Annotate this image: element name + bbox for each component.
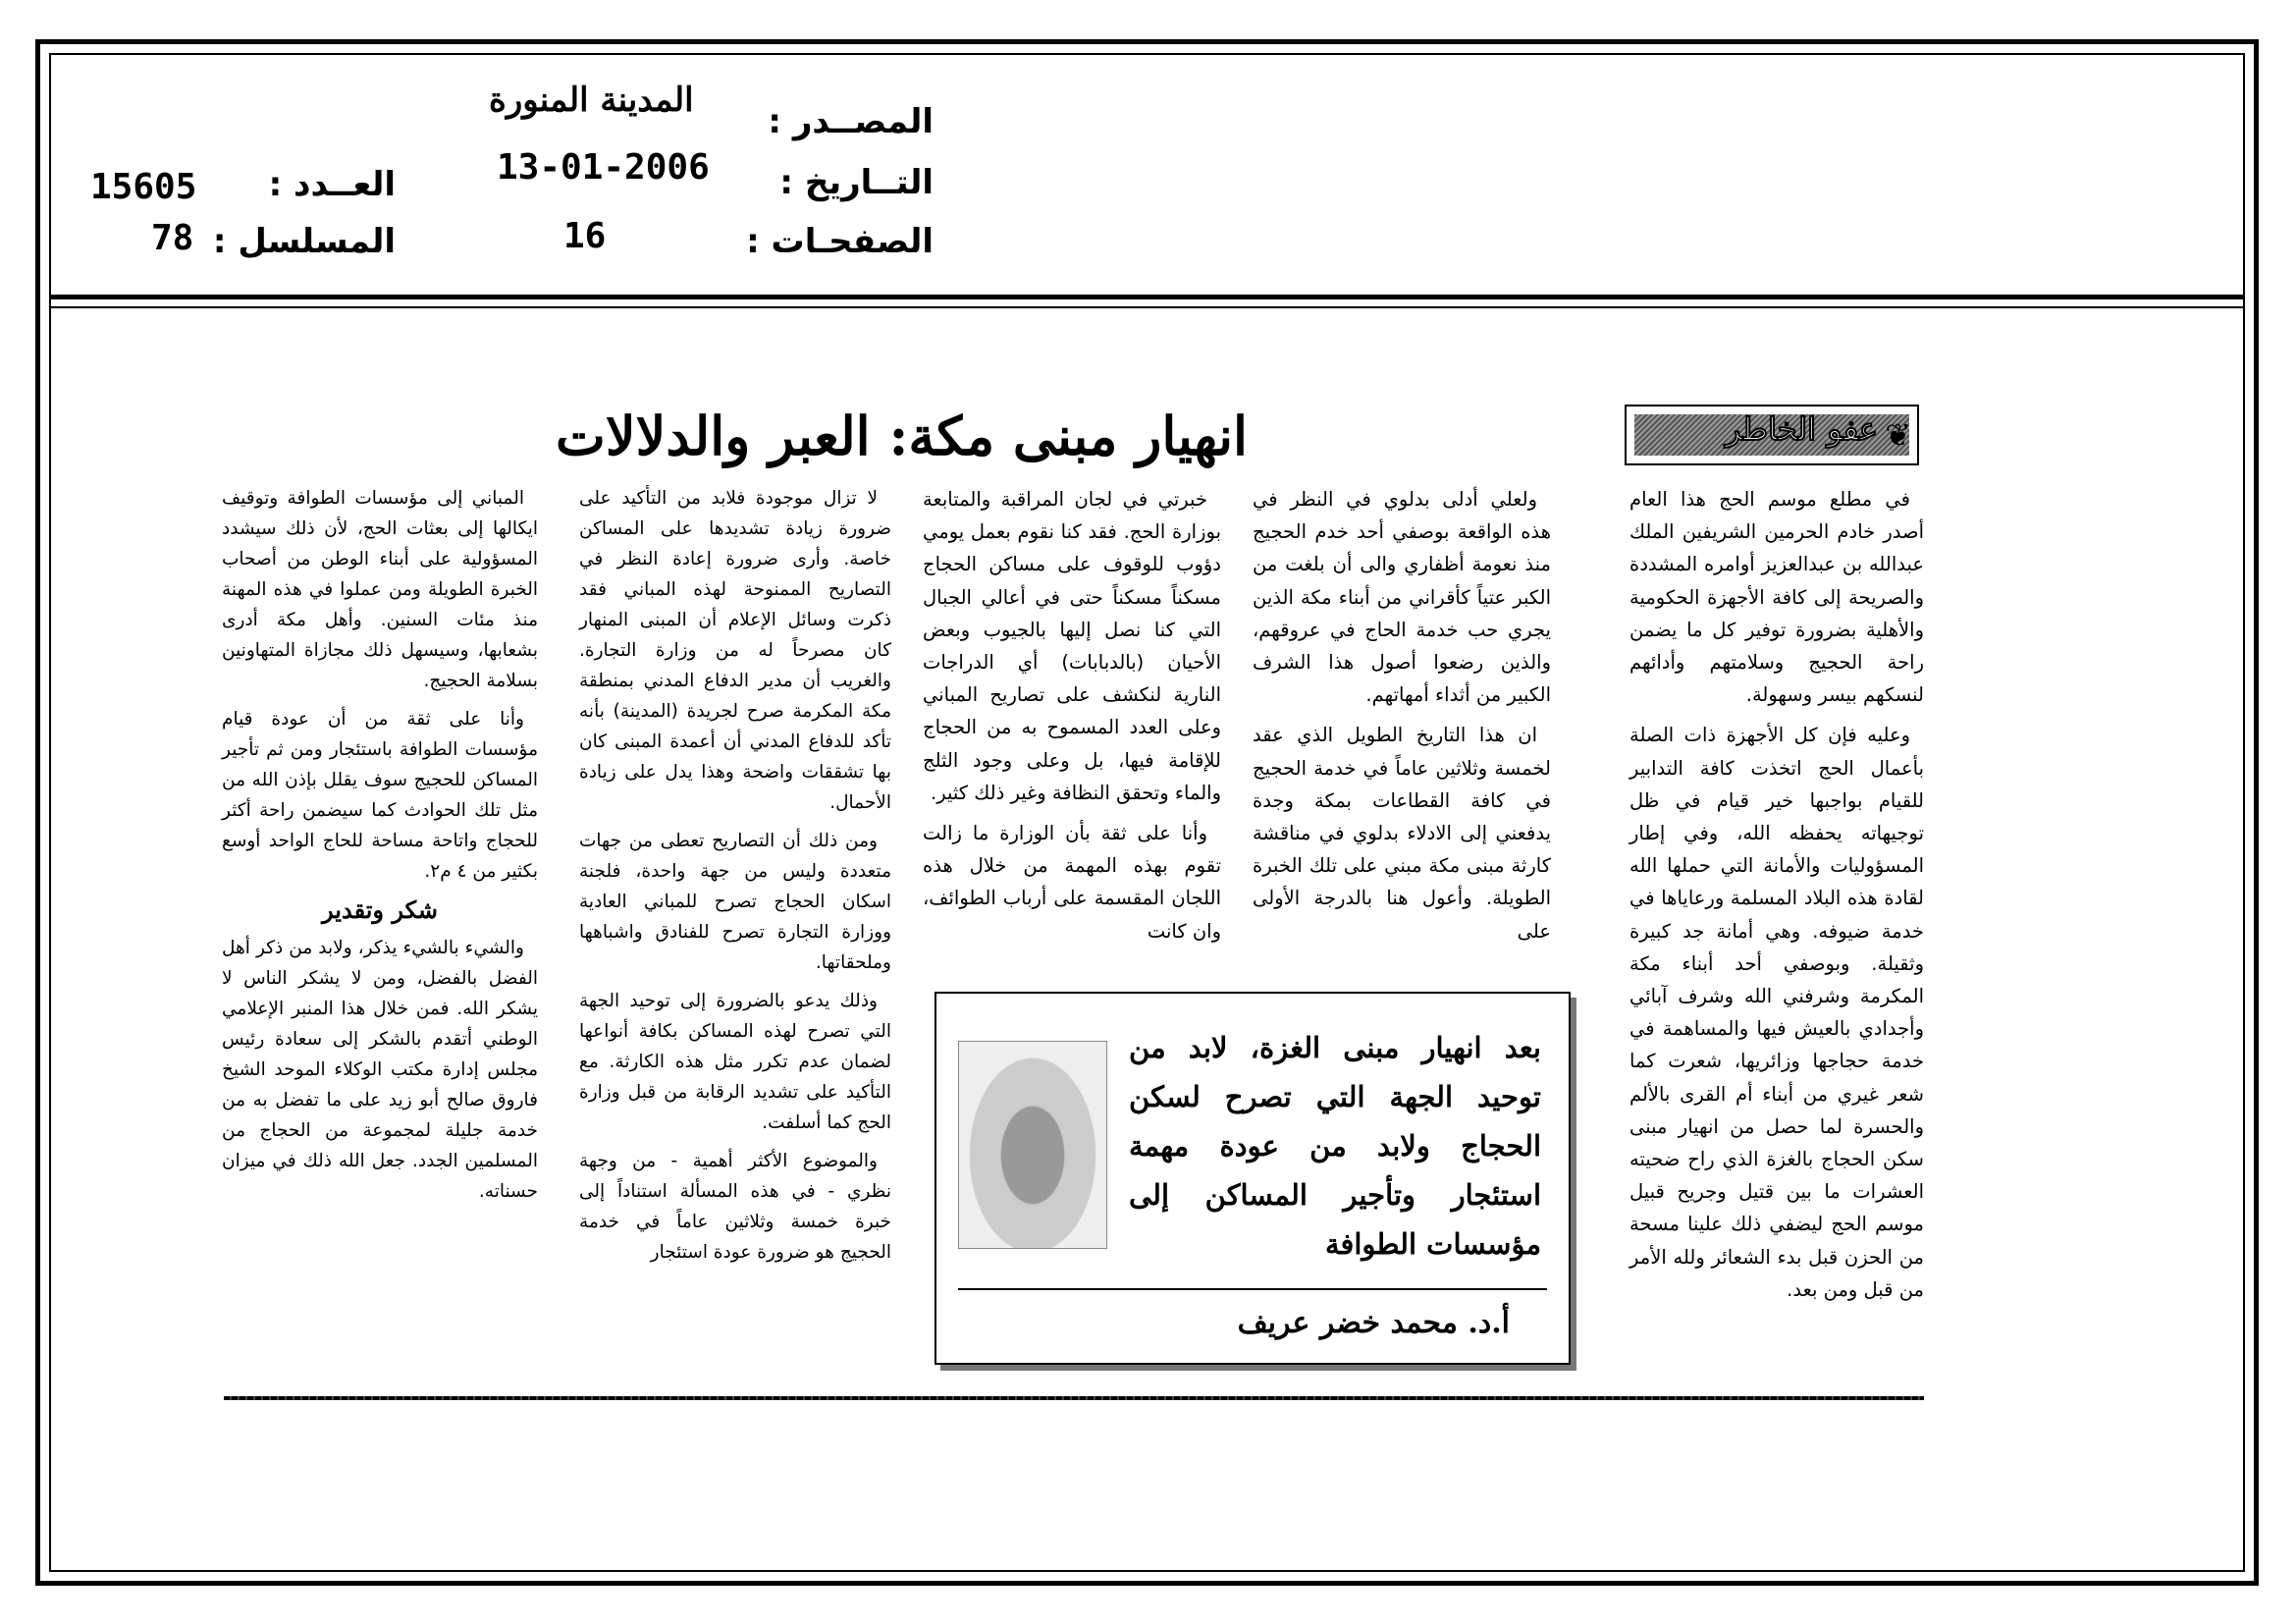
header-divider-thin bbox=[49, 306, 2245, 308]
article-headline: انهيار مبنى مكة: العبر والدلالات bbox=[555, 405, 1248, 467]
author-photo bbox=[958, 1041, 1107, 1249]
serial-value: 78 bbox=[151, 218, 194, 258]
paragraph: في مطلع موسم الحج هذا العام أصدر خادم الحرمين الشريفين الملك عبدالله بن عبدالعزيز أوامره المشددة والصريحة إلى كافة الأجهزة الحكومية والأهلية بضرورة توفير كل ما يضمن راحة الحجيج وسلامتهم وأدائهم لنسكهم بيسر وسهولة. bbox=[1629, 488, 1924, 707]
source-value: المدينة المنورة bbox=[489, 81, 694, 120]
issue-value: 15605 bbox=[90, 167, 197, 207]
paragraph: المباني إلى مؤسسات الطوافة وتوقيف ايكالها إلى بعثات الحج، لأن ذلك سيشدد المسؤولية على أبناء الوطن من أصحاب الخبرة الطويلة ومن عملوا في هذه المهنة منذ مئات السنين. وأهل مكة أدرى بشعابها، وسيسهل ذلك مجازاة المتهاونين بسلامة الحجيج. bbox=[222, 488, 538, 691]
article-column-4 bbox=[579, 483, 891, 1275]
paragraph: والشيء بالشيء يذكر، ولابد من ذكر أهل الفضل بالفضل، ومن لا يشكر الناس لا يشكر الله. فمن خلال هذا المنبر الإعلامي الوطني أتقدم بالشكر إلى سعادة رئيس مجلس إدارة مكتب الوكلاء الموحد الشيخ فاروق صالح أبو زيد على ما تفضل به من خدمة جليلة لمجموعة من الحجاج من المسلمين الجدد. جعل الله ذلك في ميزان حسناته. bbox=[222, 938, 538, 1202]
ornament-icon: ❦ bbox=[1885, 416, 1911, 454]
article-column-2 bbox=[1253, 483, 1551, 955]
pull-quote-text: بعد انهيار مبنى الغزة، لابد من توحيد الجهة التي تصرح لسكن الحجاج ولابد من عودة مهمة استئجار وتأجير المساكن إلى مؤسسات الطوافة bbox=[1129, 1031, 1541, 1261]
issue-label: العــدد : bbox=[268, 165, 396, 204]
pull-quote-box bbox=[934, 992, 1571, 1365]
paragraph: خبرتي في لجان المراقبة والمتابعة بوزارة الحج. فقد كنا نقوم بعمل يومي دؤوب للوقوف على مساكن الحجاج مسكناً مسكناً حتى في أعالي الجبال التي كنا نصل إليها بالجيوب وبعض الأحيان (بالدبابات) أي الدراجات النارية لنكشف على تصاريح المباني وعلى العدد المسموح به من الحجاج للإقامة فيها، بل وعلى وجود الثلج والماء وتحقق النظافة وغير ذلك كثير. bbox=[923, 488, 1221, 804]
serial-label: المسلسل : bbox=[212, 222, 396, 261]
paragraph: ومن ذلك أن التصاريح تعطى من جهات متعددة وليس من جهة واحدة، فلجنة اسكان الحجاج تصرح للمباني العادية ووزارة التجارة تصرح للفنادق واشباهها وملحقاتها. bbox=[579, 831, 891, 973]
pull-quote-divider bbox=[958, 1288, 1547, 1290]
section-badge bbox=[1625, 405, 1919, 465]
header-divider bbox=[49, 295, 2245, 299]
author-name: أ.د. محمد خضر عريف bbox=[1237, 1306, 1510, 1340]
pages-label: الصفحـات : bbox=[746, 222, 934, 261]
paragraph: وعليه فإن كل الأجهزة ذات الصلة بأعمال الحج اتخذت كافة التدابير للقيام بواجبها خير قيام في ظل توجيهاته يحفظه الله، وفي إطار المسؤوليات والأمانة التي حملها الله لقادة هذه البلاد المسلمة ورعاياها في خدمة ضيوفه. وهي أمانة جد كبيرة وثقيلة. وبوصفي أحد أبناء مكة المكرمة وشرفني الله وشرف آبائي وأجدادي بالعيش فيها والمساهمة في خدمة حجاجها وزائريها، شعرت كما شعر غيري من أبناء أم القرى بالألم والحسرة لما حصل من انهيار مبنى سكن الحجاج بالغزة الذي راح ضحيته العشرات ما بين قتيل وجريح قبيل موسم الحج ليضفي ذلك علينا مسحة من الحزن قبل بدء الشعائر ولله الأمر من قبل ومن بعد. bbox=[1629, 724, 1924, 1301]
article-column-1 bbox=[1629, 483, 1924, 1314]
paragraph: ولعلي أدلى بدلوي في النظر في هذه الواقعة بوصفي أحد خدم الحجيج منذ نعومة أظفاري والى أن بلغت من الكبر عتياً كأقراني من أبناء مكة الذين يجري حب خدمة الحاج في عروقهم، والذين رضعوا أصول هذا الشرف الكبير من أثداء أمهاتهم. bbox=[1253, 488, 1551, 707]
section-badge-label: عفو الخاطر bbox=[1725, 410, 1878, 448]
paragraph: ان هذا التاريخ الطويل الذي عقد لخمسة وثلاثين عاماً في خدمة الحجيج في كافة القطاعات بمكة وجدة يدفعني إلى الادلاء بدلوي في مناقشة كارثة مبنى مكة مبني على تلك الخبرة الطويلة. وأعول هنا بالدرجة الأولى على bbox=[1253, 724, 1551, 943]
paragraph: وأنا على ثقة بأن الوزارة ما زالت تقوم بهذه المهمة من خلال هذه اللجان المقسمة على أرباب الطوائف، وان كانت bbox=[923, 822, 1221, 943]
article-column-3 bbox=[923, 483, 1221, 955]
date-label: التــاريخ : bbox=[779, 163, 934, 202]
paragraph: وذلك يدعو بالضرورة إلى توحيد الجهة التي تصرح لهذه المساكن بكافة أنواعها لضمان عدم تكرر مثل هذه الكارثة. مع التأكيد على تشديد الرقابة من قبل وزارة الحج كما أسلفت. bbox=[579, 991, 891, 1133]
article-column-5 bbox=[222, 483, 538, 1215]
subhead: شكر وتقدير bbox=[322, 895, 438, 924]
source-label: المصــدر : bbox=[768, 102, 934, 141]
pages-value: 16 bbox=[563, 216, 607, 256]
footer-rule bbox=[224, 1396, 1924, 1400]
date-value: 13-01-2006 bbox=[497, 147, 710, 188]
paragraph: والموضوع الأكثر أهمية - من وجهة نظري - في هذه المسألة استناداً إلى خبرة خمسة وثلاثين عاماً في خدمة الحجيج هو ضرورة عودة استئجار bbox=[579, 1151, 891, 1263]
paragraph: لا تزال موجودة فلابد من التأكيد على ضرورة زيادة تشديدها على المساكن خاصة. وأرى ضرورة إعادة النظر في التصاريح الممنوحة لهذه المباني فقد ذكرت وسائل الإعلام أن المبنى المنهار كان مصرحاً له من وزارة التجارة. والغريب أن مدير الدفاع المدني بمنطقة مكة المكرمة صرح لجريدة (المدينة) بأنه تأكد للدفاع المدني أن أعمدة المبنى كان بها تشققات واضحة وهذا يدل على زيادة الأحمال. bbox=[579, 488, 891, 813]
paragraph: وأنا على ثقة من أن عودة قيام مؤسسات الطوافة باستئجار ومن ثم تأجير المساكن للحجيج سوف يقلل بإذن الله من مثل تلك الحوادث كما سيضمن راحة أكثر للحجاج واتاحة مساحة للحاج الواحد أوسع بكثير من ٤ م٢. bbox=[222, 709, 538, 882]
